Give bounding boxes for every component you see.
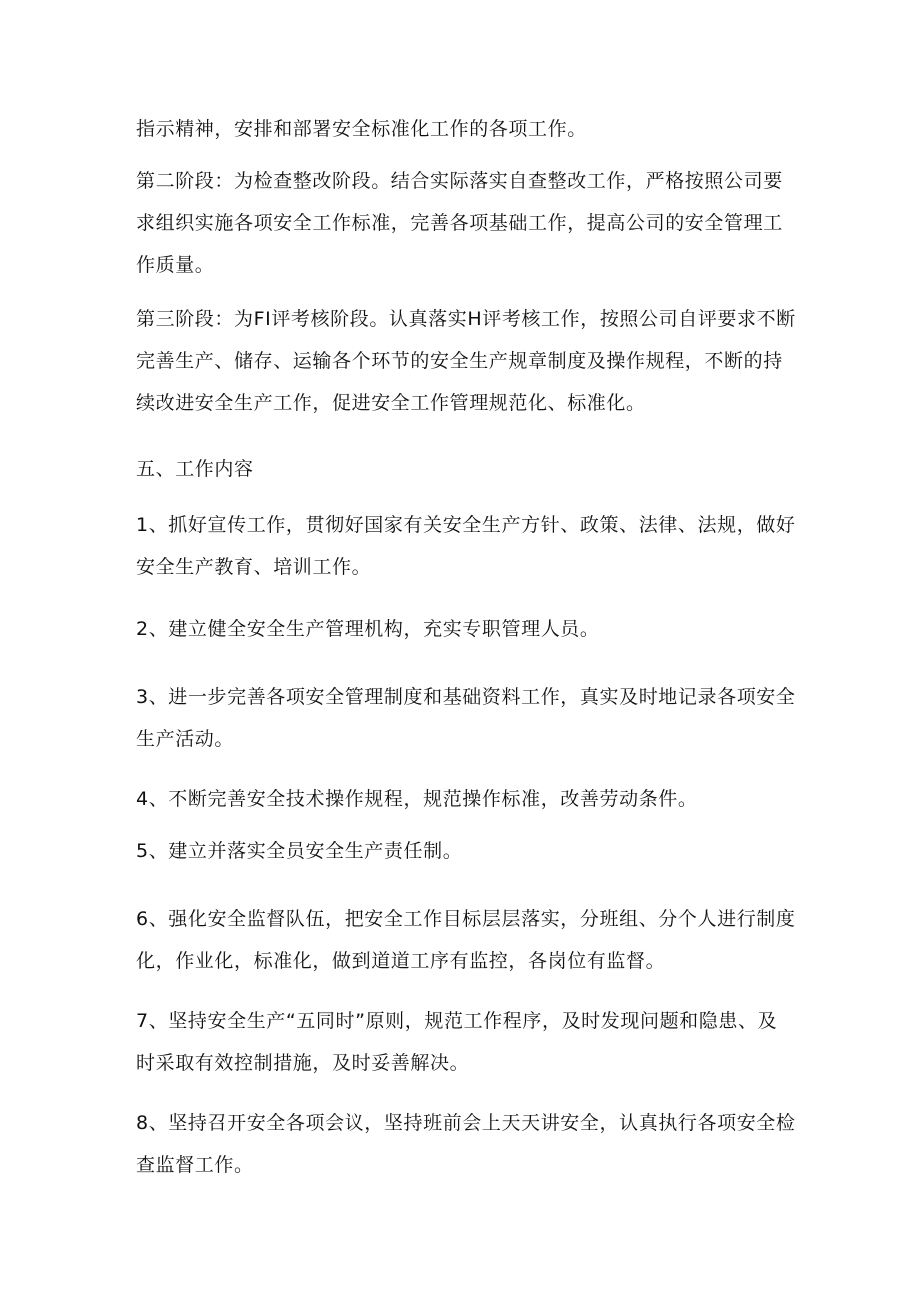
paragraph-item-8: 8、坚持召开安全各项会议，坚持班前会上天天讲安全，认真执行各项安全检查监督工作。 bbox=[136, 1112, 796, 1176]
paragraph-intro-continuation: 指示精神，安排和部署安全标准化工作的各项工作。 bbox=[136, 118, 587, 140]
paragraph-item-5: 5、建立并落实全员安全生产责任制。 bbox=[136, 840, 463, 862]
paragraph-item-7: 7、坚持安全生产“五同时”原则，规范工作程序，及时发现问题和隐患、及时采取有效控制措施，及时妥善解决。 bbox=[136, 1010, 778, 1074]
section-heading-work-content: 五、工作内容 bbox=[136, 458, 254, 480]
paragraph-phase-three: 第三阶段：为FI评考核阶段。认真落实H评考核工作，按照公司自评要求不断完善生产、储存、运输各个环节的安全生产规章制度及操作规程，不断的持续改进安全生产工作，促进安全工作管理规范化、标准化。 bbox=[136, 308, 796, 414]
paragraph-item-1: 1、抓好宣传工作，贯彻好国家有关安全生产方针、政策、法律、法规，做好安全生产教育、培训工作。 bbox=[136, 514, 796, 578]
paragraph-item-2: 2、建立健全安全生产管理机构，充实专职管理人员。 bbox=[136, 618, 600, 640]
paragraph-item-6: 6、强化安全监督队伍，把安全工作目标层层落实，分班组、分个人进行制度化，作业化，标准化，做到道道工序有监控，各岗位有监督。 bbox=[136, 908, 796, 972]
paragraph-item-3: 3、进一步完善各项安全管理制度和基础资料工作，真实及时地记录各项安全生产活动。 bbox=[136, 686, 796, 750]
paragraph-phase-two: 第二阶段：为检查整改阶段。结合实际落实自查整改工作，严格按照公司要求组织实施各项安全工作标准，完善各项基础工作，提高公司的安全管理工作质量。 bbox=[136, 170, 783, 276]
paragraph-item-4: 4、不断完善安全技术操作规程，规范操作标准，改善劳动条件。 bbox=[136, 788, 698, 810]
